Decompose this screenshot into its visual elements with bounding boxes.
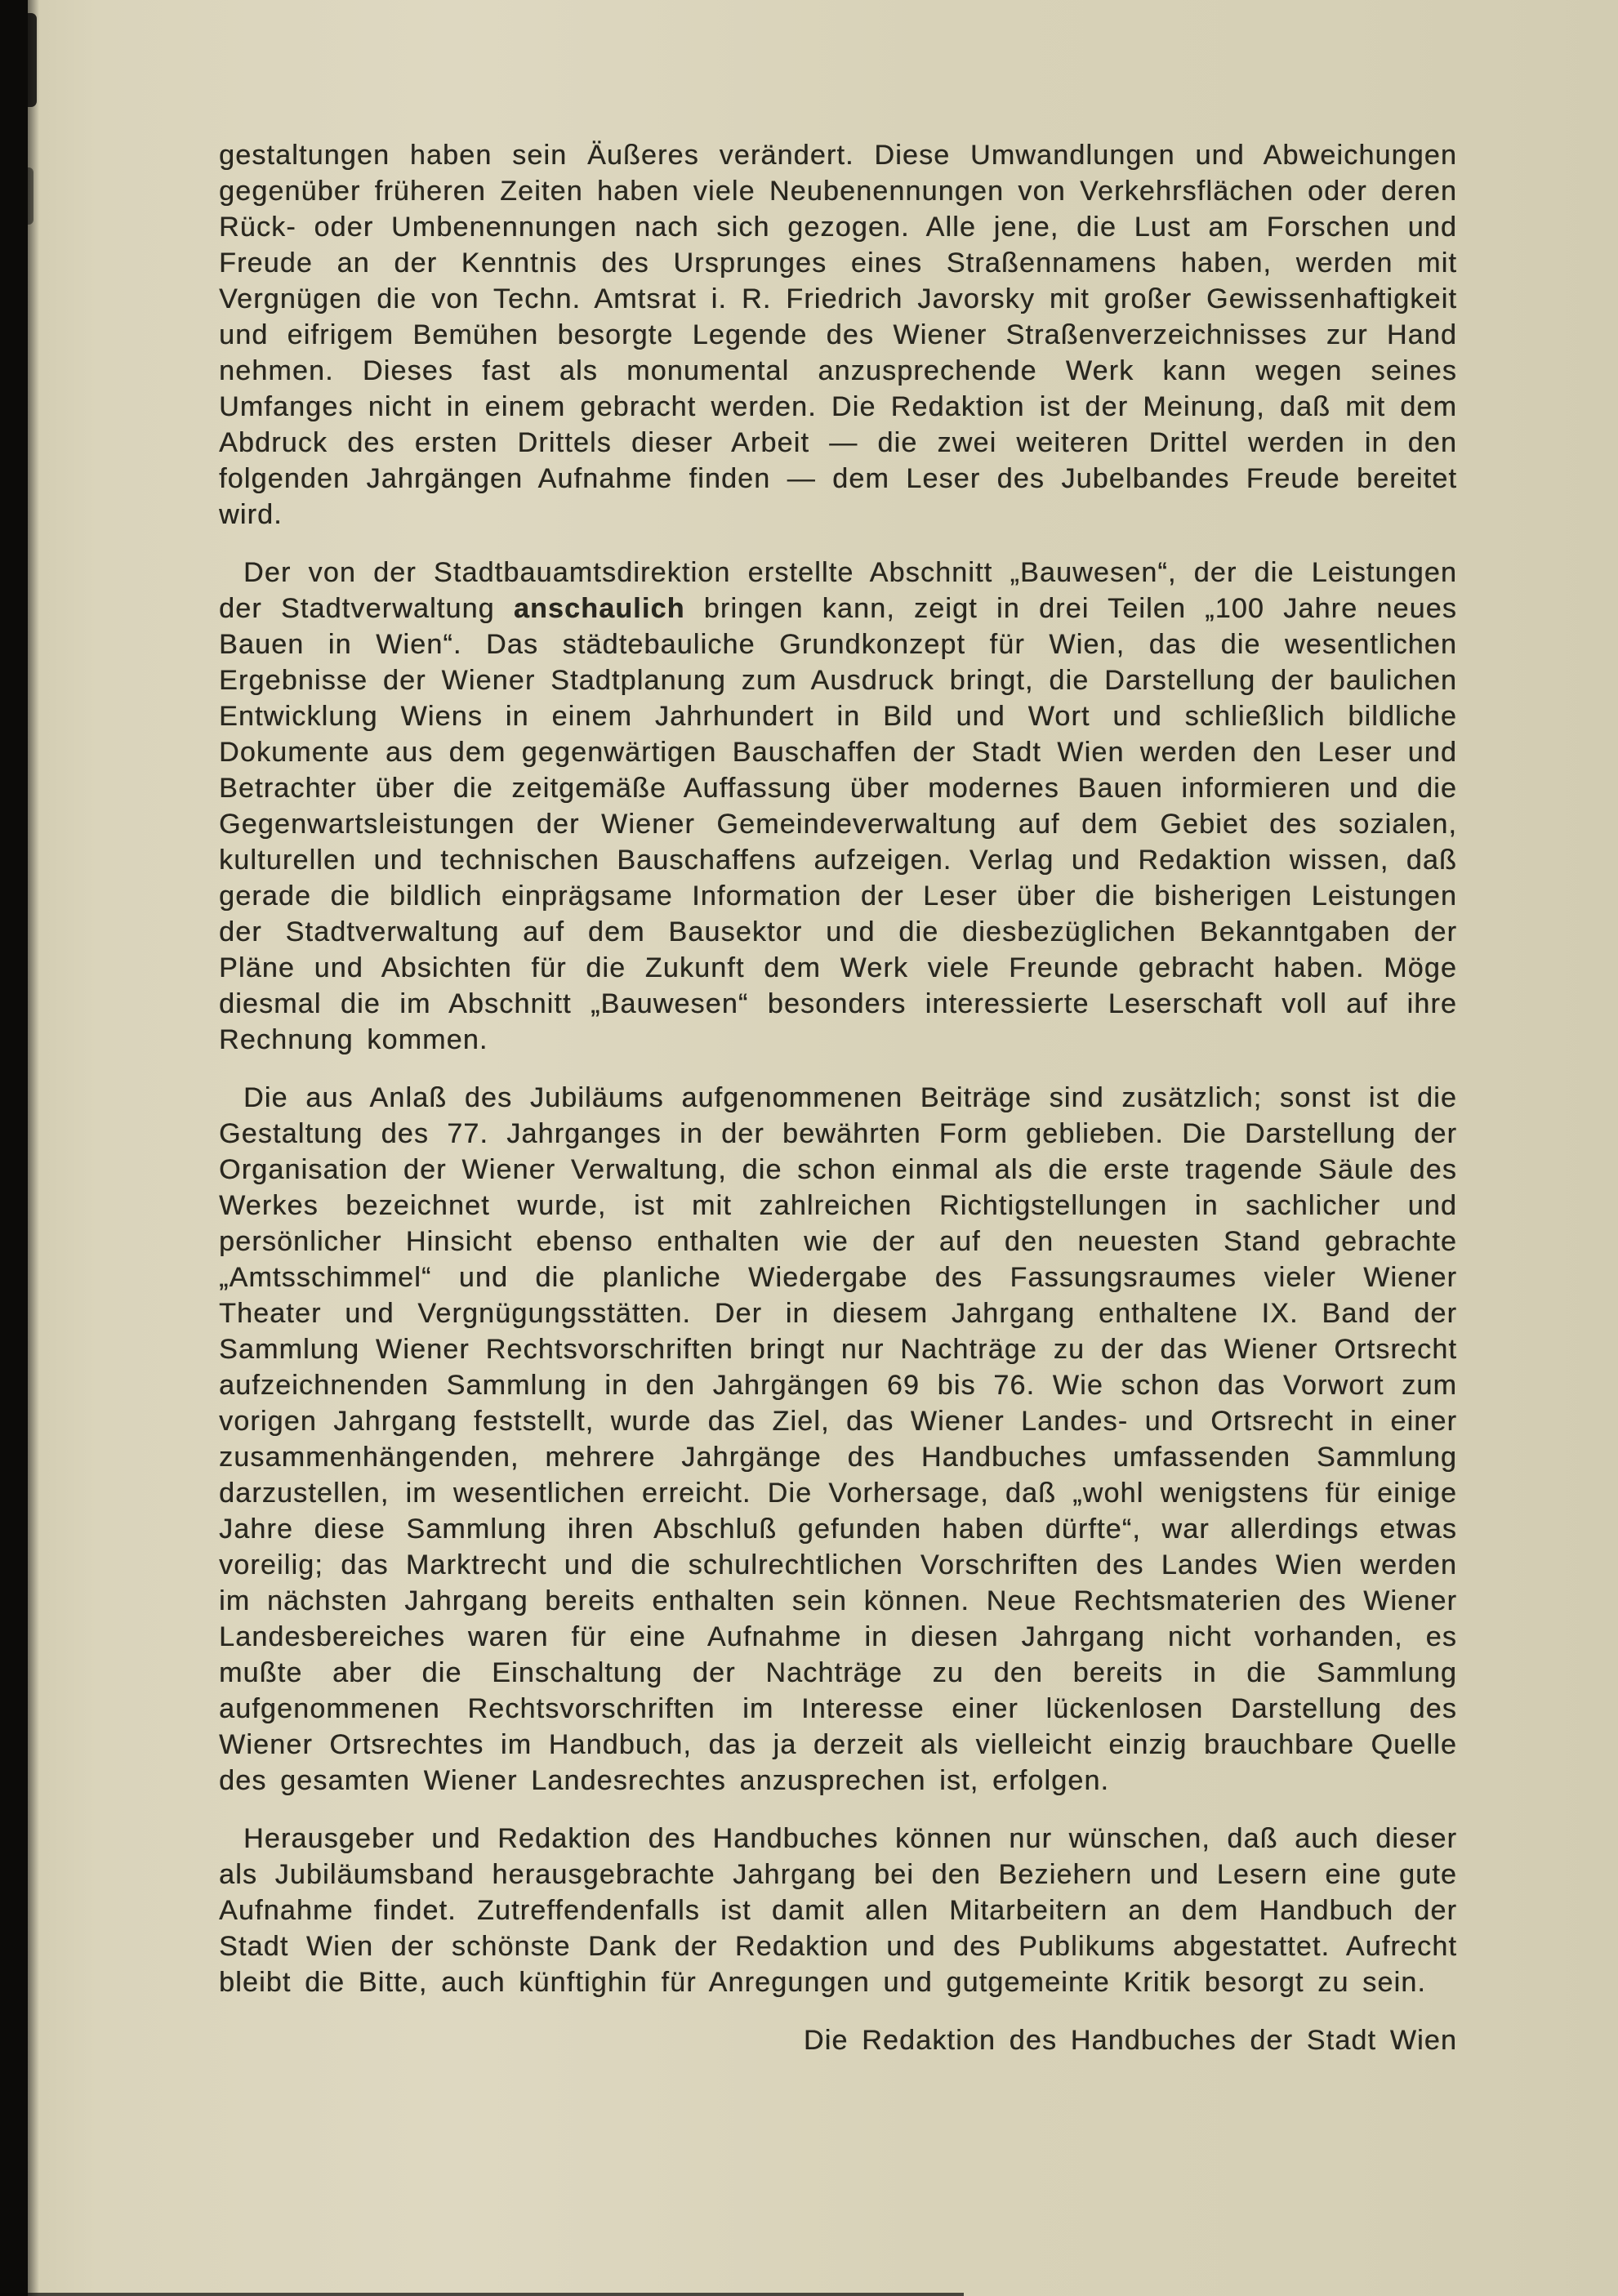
emphasized-text: anschaulich (513, 593, 685, 624)
signature-line: Die Redaktion des Handbuches der Stadt Wien (803, 2025, 1457, 2056)
paragraph-3 (219, 1080, 1457, 1799)
scan-left-edge-shadow (28, 0, 39, 2296)
scan-bottom-edge (0, 2293, 964, 2296)
page-text (219, 137, 1457, 2058)
paragraph-text: bringen kann, zeigt in drei Teilen „100 Jahre neues Bauen in Wien“. Das städtebauliche Grundkonzept für Wien, das die wesentlichen Ergebnisse der Wiener Stadtplanung zum Ausdruck bringt, die Darstellung der baulichen Entwicklung Wiens in einem Jahrhundert in Bild und Wort und schließlich bildliche Dokumente aus dem gegenwärtigen Bauschaffen der Stadt Wien werden den Leser und Betrachter über die zeitgemäße Auffassung über modernes Bauen informieren und die Gegenwartsleistungen der Wiener Gemeindeverwaltung auf dem Gebiet des sozialen, kulturellen und technischen Bauschaffens aufzeigen. Verlag und Redaktion wissen, daß gerade die bildlich einprägsame Information der Leser über die bisherigen Leistungen der Stadtverwaltung auf dem Bausektor und die diesbezüglichen Bekanntgaben der Pläne und Absichten für die Zukunft dem Werk viele Freunde gebracht haben. Möge diesmal die im Abschnitt „Bauwesen“ besonders interessierte Leserschaft voll auf ihre Rechnung kommen. (219, 593, 1457, 1055)
paragraph-4 (219, 1821, 1457, 2000)
paragraph-text: Herausgeber und Redaktion des Handbuches können nur wünschen, daß auch dieser als Jubiläumsband herausgebrachte Jahrgang bei den Beziehern und Lesern eine gute Aufnahme findet. Zutreffendenfalls ist damit allen Mitarbeitern an dem Handbuch der Stadt Wien der schönste Dank der Redaktion und des Publikums abgestattet. Aufrecht bleibt die Bitte, auch künftighin für Anregungen und gutgemeinte Kritik besorgt zu sein. (219, 1823, 1457, 1998)
scan-left-edge (0, 0, 28, 2296)
paragraph-2 (219, 555, 1457, 1058)
scan-smudge (28, 13, 37, 107)
paragraph-text: Die aus Anlaß des Jubiläums aufgenommenen Beiträge sind zusätzlich; sonst ist die Gestaltung des 77. Jahrganges in der bewährten Form geblieben. Die Darstellung der Organisation der Wiener Verwaltung, die schon einmal als die erste tragende Säule des Werkes bezeichnet wurde, ist mit zahlreichen Richtigstellungen in sachlicher und persönlicher Hinsicht ebenso enthalten wie der auf den neuesten Stand gebrachte „Amtsschimmel“ und die planliche Wiedergabe des Fassungsraumes vieler Wiener Theater und Vergnügungsstätten. Der in diesem Jahrgang enthaltene IX. Band der Sammlung Wiener Rechtsvorschriften bringt nur Nachträge zu der das Wiener Ortsrecht aufzeichnenden Sammlung in den Jahrgängen 69 bis 76. Wie schon das Vorwort zum vorigen Jahrgang feststellt, wurde das Ziel, das Wiener Landes- und Ortsrecht in einer zusammenhängenden, mehrere Jahrgänge des Handbuches umfassenden Sammlung darzustellen, im wesentlichen erreicht. Die Vorhersage, daß „wohl wenigstens für einige Jahre diese Sammlung ihren Abschluß gefunden haben dürfte“, war allerdings etwas voreilig; das Marktrecht und die schulrechtlichen Vorschriften des Landes Wien werden im nächsten Jahrgang bereits enthalten sein können. Neue Rechtsmaterien des Wiener Landesbereiches waren für eine Aufnahme in diesen Jahrgang nicht vorhanden, es mußte aber die Einschaltung der Nachträge zu den bereits in die Sammlung aufgenommenen Rechtsvorschriften im Interesse einer lückenlosen Darstellung des Wiener Ortsrechtes im Handbuch, das ja derzeit als vielleicht einzig brauchbare Quelle des gesamten Wiener Landesrechtes anzusprechen ist, erfolgen. (219, 1082, 1457, 1796)
paragraph-text: Der von der Stadtbauamtsdirektion erstellte Abschnitt „Bauwesen“, der die Leistungen der Stadtverwaltung (219, 557, 1457, 624)
paragraph-text: gestaltungen haben sein Äußeres verändert. Diese Umwandlungen und Abweichungen gegenüber früheren Zeiten haben viele Neubenennungen von Verkehrsflächen oder deren Rück- oder Umbenennungen nach sich gezogen. Alle jene, die Lust am Forschen und Freude an der Kenntnis des Ursprunges eines Straßennamens haben, werden mit Vergnügen die von Techn. Amtsrat i. R. Friedrich Javorsky mit großer Gewissenhaftigkeit und eifrigem Bemühen besorgte Legende des Wiener Straßenverzeichnisses zur Hand nehmen. Dieses fast als monumental anzusprechende Werk kann wegen seines Umfanges nicht in einem gebracht werden. Die Redaktion ist der Meinung, daß mit dem Abdruck des ersten Drittels dieser Arbeit — die zwei weiteren Drittel werden in den folgenden Jahrgängen Aufnahme finden — dem Leser des Jubelbandes Freude bereitet wird. (219, 140, 1457, 530)
paragraph-1 (219, 137, 1457, 533)
scan-smudge (28, 167, 33, 225)
